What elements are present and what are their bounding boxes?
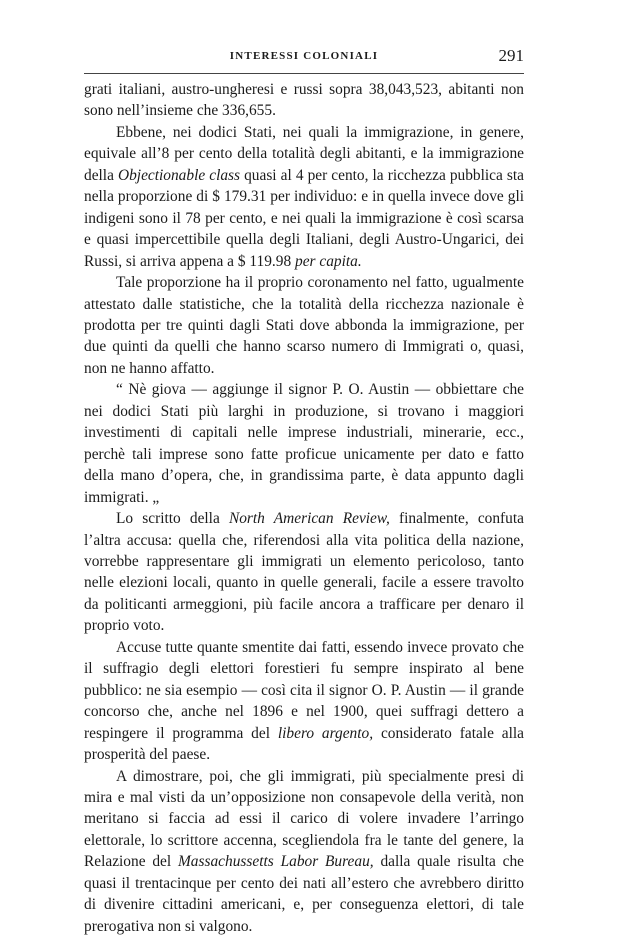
paragraph-text: Lo scritto della [116,510,229,527]
page-header [84,46,524,72]
italic-text: Objectionable class [118,167,240,184]
paragraph [84,122,524,272]
header-rule [84,73,524,74]
paragraph [84,272,524,379]
italic-text: North American Review, [229,510,390,527]
paragraph-text: dalla quale risulta che quasi il trentacinque per cento dei nati all’estero che avrebbero diritto di divenire cittadini americani, e, per conseguenza elettori, di tale prerogativa non si valgono. [84,853,524,934]
paragraph-text: finalmente, confuta l’altra accusa: quella che, riferendosi alla vita politica della nazione, vorrebbe rappresentare gli immigrati un elemento pericoloso, tanto nelle elezioni locali, quanto in quelle generali, facile a essere travolto da politicanti armeggioni, più facile ancora a trafficare per denaro il proprio voto. [84,510,524,634]
italic-text: libero argento, [278,725,373,742]
running-head: INTERESSI COLONIALI [84,50,524,62]
paragraph-text: considerato fatale alla prosperità del paese. [84,725,524,763]
paragraph-text: Tale proporzione ha il proprio coronamento nel fatto, ugualmente attestato dalle statistiche, che la totalità della ricchezza nazionale è prodotta per tre quinti dagli Stati dove abbonda la immigrazione, per due quinti da quelli che hanno scarso numero di Immigrati o, quasi, non ne hanno affatto. [84,274,524,377]
paragraph [84,379,524,508]
italic-text: per capita. [295,253,362,270]
body-text [84,79,524,937]
paragraph-text: grati italiani, austro-ungheresi e russi sopra 38,043,523, abitanti non sono nell’insieme che 336,655. [84,81,524,119]
paragraph-text: Ebbene, nei dodici Stati, nei quali la immigrazione, in genere, equivale all’8 per cento della totalità degli abitanti, e la immigrazione della [84,124,524,184]
italic-text: Massachussetts Labor Bureau, [178,853,374,870]
paragraph [84,508,524,637]
page-number: 291 [499,46,525,66]
paragraph-text: “ Nè giova — aggiunge il signor P. O. Austin — obbiettare che nei dodici Stati più larghi in produzione, si trovano i maggiori investimenti di capitali nelle imprese industriali, minerarie, ecc., perchè tali imprese sono fatte proficue unicamente per dato e fatto della mano d’opera, che, in grandissima parte, è data appunto dagli immigrati. „ [84,381,524,505]
paragraph [84,766,524,937]
paragraph [84,79,524,122]
paragraph-text: Accuse tutte quante smentite dai fatti, essendo invece provato che il suffragio degli elettori forestieri fu sempre inspirato al bene pubblico: ne sia esempio — così cita il signor O. P. Austin — il grande concorso che, anche nel 1896 e nel 1900, quei suffragi dettero a respingere il programma del [84,639,524,742]
paragraph-text: quasi al 4 per cento, la ricchezza pubblica sta nella proporzione di $ 179.31 per individuo: e in quella invece dove gli indigeni sono il 78 per cento, e nei quali la immigrazione è così scarsa e quasi impercettibile quella degli Italiani, degli Austro-Ungarici, dei Russi, si arriva appena a $ 119.98 [84,167,524,270]
paragraph-text: A dimostrare, poi, che gli immigrati, più specialmente presi di mira e mal visti da un’opposizione non consapevole della verità, non meritano si faccia ad essi il carico di volere invadere l’arringo elettorale, lo scrittore accenna, scegliendola fra le tante del genere, la Relazione del [84,768,524,871]
paragraph [84,637,524,766]
